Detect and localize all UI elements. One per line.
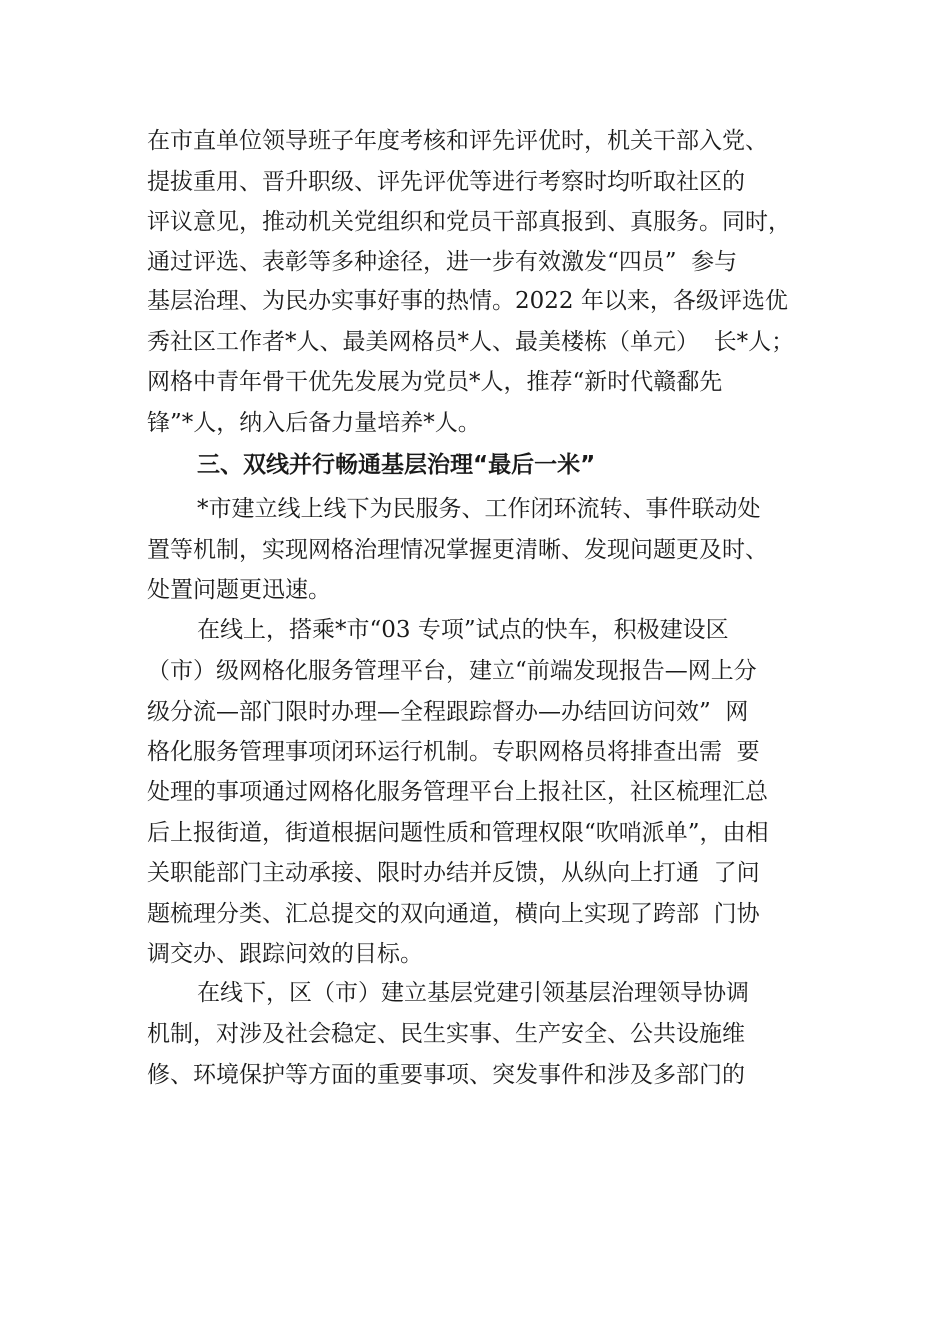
- paragraph-line: 格化服务管理事项闭环运行机制。专职网格员将排查出需 要: [147, 739, 760, 765]
- paragraph-line: 机制，对涉及社会稳定、民生实事、生产安全、公共设施维: [147, 1021, 745, 1047]
- paragraph-line: 处置问题更迅速。: [147, 577, 331, 603]
- paragraph-line: 在线下，区（市）建立基层党建引领基层治理领导协调: [197, 980, 749, 1006]
- paragraph-line: 基层治理、为民办实事好事的热情。2022 年以来，各级评选优: [147, 288, 788, 314]
- paragraph-line: 题梳理分类、汇总提交的双向通道，横向上实现了跨部 门协: [147, 901, 760, 927]
- paragraph-line: 关职能部门主动承接、限时办结并反馈，从纵向上打通 了问: [147, 860, 760, 886]
- paragraph-line: 通过评选、表彰等多种途径，进一步有效激发“四员” 参与: [147, 249, 738, 275]
- paragraph-line: 在线上，搭乘*市“03 专项”试点的快车，积极建设区: [197, 617, 729, 643]
- paragraph-line: 后上报街道，街道根据问题性质和管理权限“吹哨派单”，由相: [147, 820, 769, 846]
- paragraph-line: 处理的事项通过网格化服务管理平台上报社区，社区梳理汇总: [147, 779, 768, 805]
- paragraph-line: 秀社区工作者*人、最美网格员*人、最美楼栋（单元） 长*人；: [147, 329, 795, 355]
- paragraph-line: 修、环境保护等方面的重要事项、突发事件和涉及多部门的: [147, 1062, 745, 1088]
- paragraph-line: 网格中青年骨干优先发展为党员*人，推荐“新时代赣鄱先: [147, 369, 723, 395]
- paragraph-line: 锋”*人，纳入后备力量培养*人。: [147, 410, 481, 436]
- section-heading: 三、双线并行畅通基层治理“最后一米”: [197, 452, 596, 478]
- paragraph-line: 级分流—部门限时办理—全程跟踪督办—办结回访问效” 网: [147, 699, 749, 725]
- paragraph-line: 提拔重用、晋升职级、评先评优等进行考察时均听取社区的: [147, 169, 745, 195]
- paragraph-line: （市）级网格化服务管理平台，建立“前端发现报告—网上分: [147, 658, 757, 684]
- paragraph-line: 调交办、跟踪问效的目标。: [147, 941, 423, 967]
- paragraph-line: 置等机制，实现网格治理情况掌握更清晰、发现问题更及时、: [147, 537, 768, 563]
- paragraph-line: 评议意见，推动机关党组织和党员干部真报到、真服务。同时，: [147, 209, 791, 235]
- paragraph-line: *市建立线上线下为民服务、工作闭环流转、事件联动处: [197, 496, 761, 522]
- paragraph-line: 在市直单位领导班子年度考核和评先评优时，机关干部入党、: [147, 128, 768, 154]
